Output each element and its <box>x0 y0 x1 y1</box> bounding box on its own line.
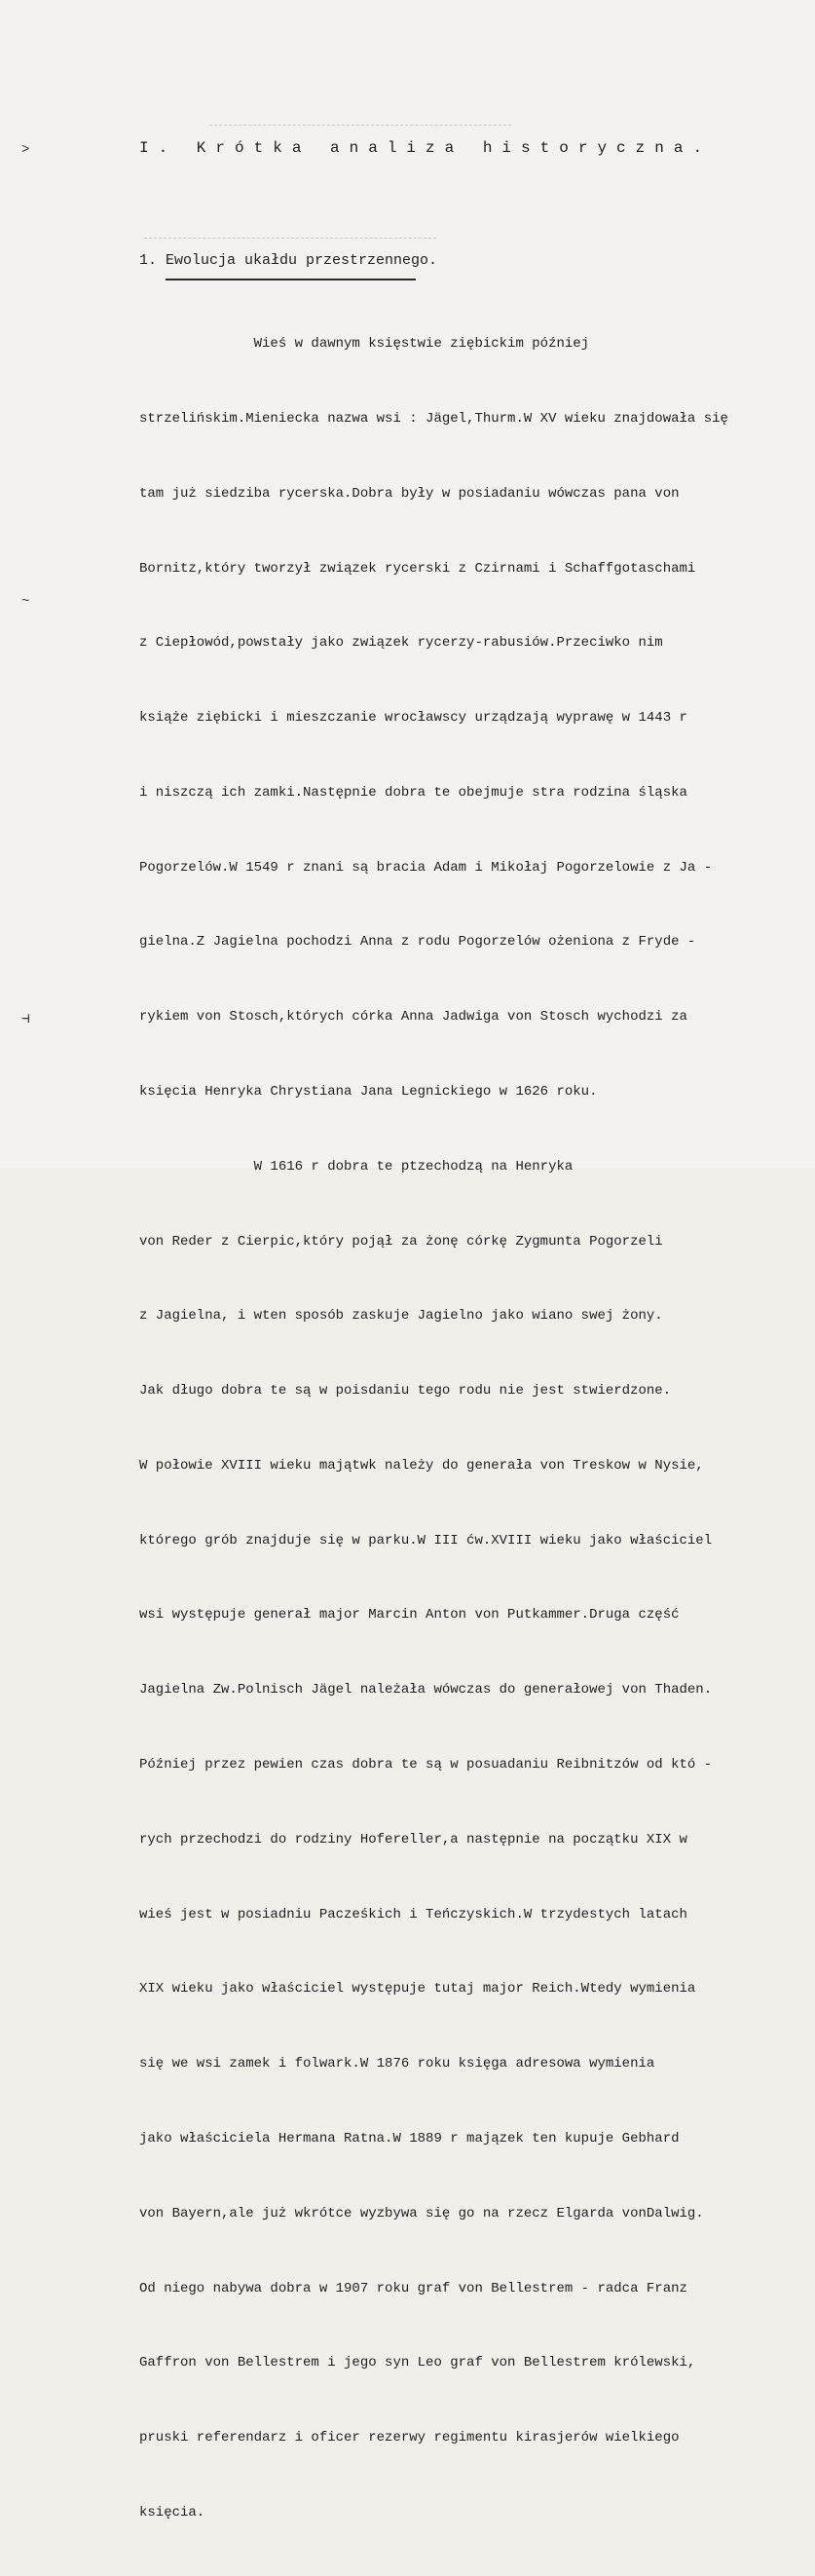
text-line: pruski referendarz i oficer rezerwy regimentu kirasjerów wielkiego <box>139 2430 680 2446</box>
body-text <box>139 282 782 2576</box>
text-line: W połowie XVIII wieku majątwk należy do generała von Treskow w Nysie, <box>139 1457 704 1474</box>
text-line: rykiem von Stosch,których córka Anna Jadwiga von Stosch wychodzi za <box>139 1009 687 1026</box>
text-line: się we wsi zamek i folwark.W 1876 roku księga adresowa wymienia <box>139 2056 655 2072</box>
text-line: rych przechodzi do rodziny Hofereller,a następnie na początku XIX w <box>139 1831 687 1848</box>
text-line: Później przez pewien czas dobra te są w posuadaniu Reibnitzów od któ - <box>139 1757 713 1773</box>
text-line: strzelińskim.Mieniecka nazwa wsi : Jägel,Thurm.W XV wieku znajdowała się <box>139 410 728 427</box>
text-line: Gaffron von Bellestrem i jego syn Leo graf von Bellestrem królewski, <box>139 2355 696 2371</box>
text-line: von Bayern,ale już wkrótce wyzbywa się go na rzecz Elgarda vonDalwig. <box>139 2205 704 2221</box>
text-line: księcia. <box>139 2504 205 2520</box>
margin-mark: ~ <box>21 594 30 610</box>
text-line: Wieś w dawnym księstwie ziębickim później <box>139 336 590 353</box>
text-line: z Ciepłowód,powstały jako związek rycerzy-rabusiów.Przeciwko nim <box>139 635 663 652</box>
text-line: Bornitz,który tworzył związek rycerski z Czirnami i Schaffgotaschami <box>139 560 696 577</box>
faint-erasure-mark <box>144 238 436 240</box>
text-line: W 1616 r dobra te ptzechodzą na Henryka <box>139 1158 574 1175</box>
section-underline <box>166 279 416 280</box>
text-line: tam już siedziba rycerska.Dobra były w posiadaniu wówczas pana von <box>139 485 680 502</box>
faint-erasure-mark <box>209 125 511 127</box>
text-line: Jagielna Zw.Polnisch Jägel należała wówczas do generałowej von Thaden. <box>139 1682 713 1699</box>
text-line: i niszczą ich zamki.Następnie dobra te obejmuje stra rodzina śląska <box>139 784 687 801</box>
text-line: gielna.Z Jagielna pochodzi Anna z rodu Pogorzelów ożeniona z Fryde - <box>139 934 696 951</box>
text-line: jako właściciela Hermana Ratna.W 1889 r majązek ten kupuje Gebhard <box>139 2130 680 2147</box>
text-line: książe ziębicki i mieszczanie wrocławscy urządzają wyprawę w 1443 r <box>139 710 687 727</box>
text-line: Pogorzelów.W 1549 r znani są bracia Adam i Mikołaj Pogorzelowie z Ja - <box>139 859 713 876</box>
text-line: wsi występuje generał major Marcin Anton von Putkammer.Druga część <box>139 1607 680 1624</box>
margin-mark: > <box>21 142 30 158</box>
text-line: wieś jest w posiadniu Pacześkich i Teńczyskich.W trzydestych latach <box>139 1906 687 1923</box>
section-heading: 1. Ewolucja ukałdu przestrzennego. <box>139 252 438 269</box>
text-line: Jak długo dobra te są w poisdaniu tego rodu nie jest stwierdzone. <box>139 1383 672 1400</box>
text-line: z Jagielna, i wten sposób zaskuje Jagielno jako wiano swej żony. <box>139 1308 663 1325</box>
margin-mark: ⊣ <box>21 1012 30 1027</box>
page-title: I. Krótka analiza historyczna. <box>139 139 713 157</box>
text-line: którego grób znajduje się w parku.W III ćw.XVIII wieku jako właściciel <box>139 1532 713 1549</box>
text-line: księcia Henryka Chrystiana Jana Legnickiego w 1626 roku. <box>139 1084 598 1100</box>
text-line: von Reder z Cierpic,który pojął za żonę córkę Zygmunta Pogorzeli <box>139 1233 663 1250</box>
text-line: XIX wieku jako właściciel występuje tutaj major Reich.Wtedy wymienia <box>139 1981 696 1997</box>
text-line: Od niego nabywa dobra w 1907 roku graf von Bellestrem - radca Franz <box>139 2280 687 2296</box>
